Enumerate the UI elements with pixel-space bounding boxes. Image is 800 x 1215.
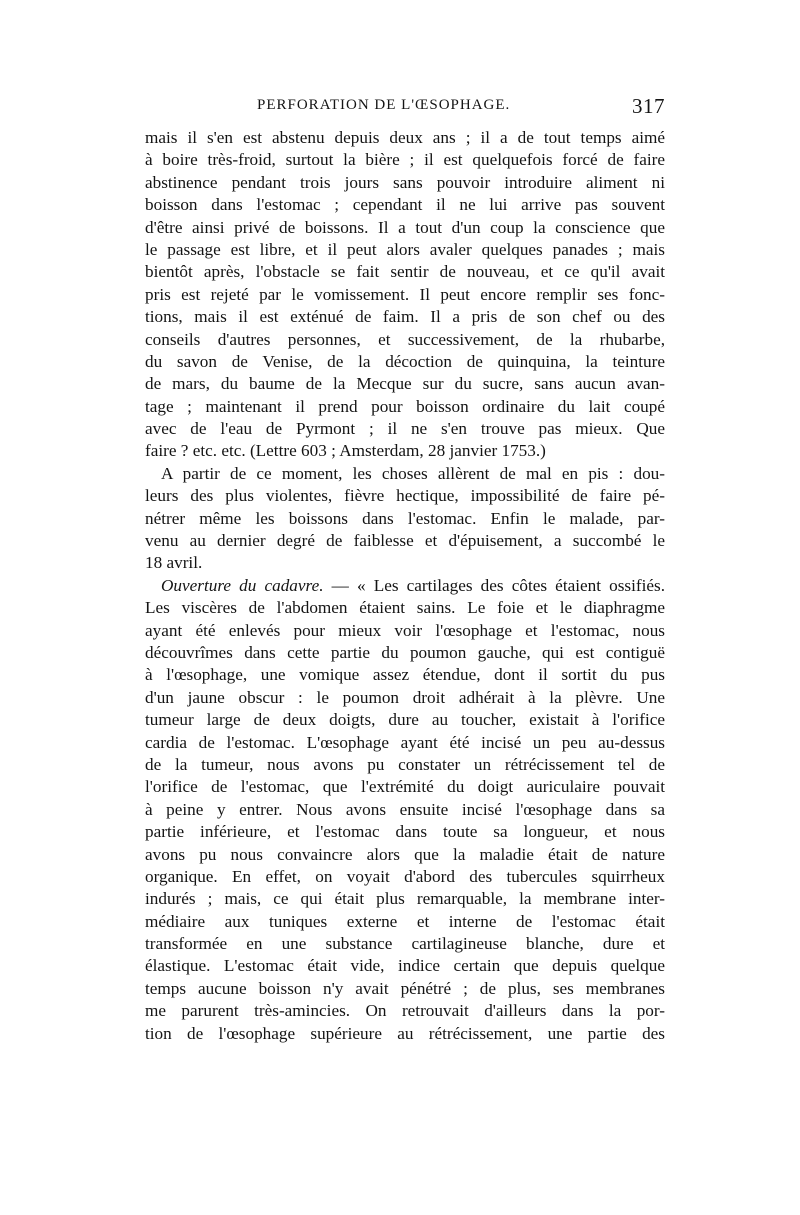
text-line: d'un jaune obscur : le poumon droit adhérait à la plèvre. Une — [145, 687, 665, 707]
text-line: Les viscères de l'abdomen étaient sains. Le foie et le diaphragme — [145, 598, 665, 618]
page-number: 317 — [632, 94, 665, 118]
text-line: de la tumeur, nous avons pu constater un rétrécissement tel de — [145, 754, 665, 774]
text-line: 18 avril. — [145, 553, 203, 573]
text-line: transformée en une substance cartilagineuse blanche, dure et — [145, 934, 665, 954]
text-line: boisson dans l'estomac ; cependant il ne lui arrive pas souvent — [145, 195, 665, 215]
text-line: venu au dernier degré de faiblesse et d'épuisement, a succombé le — [145, 531, 665, 551]
paragraph — [145, 463, 665, 575]
text-line: organique. En effet, on voyait d'abord des tubercules squirrheux — [145, 866, 665, 886]
text-line: découvrîmes dans cette partie du poumon gauche, qui est contiguë — [145, 642, 665, 662]
text-line: abstinence pendant trois jours sans pouvoir introduire aliment ni — [145, 172, 665, 192]
text-line: à l'œsophage, une vomique assez étendue, dont il sortit du pus — [145, 665, 665, 685]
text-line: mais il s'en est abstenu depuis deux ans ; il a de tout temps aimé — [145, 128, 665, 147]
text-line: l'orifice de l'estomac, que l'extrémité du doigt auriculaire pouvait — [145, 777, 665, 797]
page-header — [145, 94, 665, 121]
text-line: nétrer même les boissons dans l'estomac. Enfin le malade, par- — [145, 508, 665, 528]
text-line: avons pu nous convaincre alors que la maladie était de nature — [145, 844, 665, 864]
text-line: tage ; maintenant il prend pour boisson ordinaire du lait coupé — [145, 396, 665, 416]
text-line: tions, mais il est exténué de faim. Il a pris de son chef ou des — [145, 307, 665, 327]
text-line: cardia de l'estomac. L'œsophage ayant été incisé un peu au-dessus — [145, 732, 665, 752]
text-line: avec de l'eau de Pyrmont ; il ne s'en trouve pas mieux. Que — [145, 419, 665, 439]
text-line: me parurent très-amincies. On retrouvait d'ailleurs dans la por- — [145, 1001, 665, 1021]
text-line: conseils d'autres personnes, et successivement, de la rhubarbe, — [145, 329, 665, 349]
body-text — [145, 127, 665, 1045]
text-line: médiaire aux tuniques externe et interne de l'estomac était — [145, 911, 665, 931]
text-line: bientôt après, l'obstacle se fait sentir de nouveau, et ce qu'il avait — [145, 262, 665, 282]
text-line: temps aucune boisson n'y avait pénétré ; de plus, ses membranes — [145, 978, 665, 998]
running-title: PERFORATION DE L'ŒSOPHAGE. — [257, 97, 511, 113]
paragraph — [145, 575, 665, 1045]
text-line: A partir de ce moment, les choses allèrent de mal en pis : dou- — [161, 463, 665, 483]
text-line: partie inférieure, et l'estomac dans toute sa longueur, et nous — [145, 822, 665, 842]
text-line: de mars, du baume de la Mecque sur du sucre, sans aucun avan- — [145, 374, 665, 394]
text-line: d'être ainsi privé de boissons. Il a tout d'un coup la conscience que — [145, 217, 665, 237]
text-line: élastique. L'estomac était vide, indice certain que depuis quelque — [145, 956, 665, 976]
text-line: indurés ; mais, ce qui était plus remarquable, la membrane inter- — [145, 889, 665, 909]
text-line: à boire très-froid, surtout la bière ; il est quelquefois forcé de faire — [145, 150, 665, 170]
text-line: du savon de Venise, de la décoction de quinquina, la teinture — [145, 351, 665, 371]
text-line: tion de l'œsophage supérieure au rétrécissement, une partie des — [145, 1023, 665, 1043]
text-line: tumeur large de deux doigts, dure au toucher, existait à l'orifice — [145, 710, 665, 730]
text-line: à peine y entrer. Nous avons ensuite incisé l'œsophage dans sa — [145, 799, 665, 819]
text-line: pris est rejeté par le vomissement. Il peut encore remplir ses fonc- — [145, 284, 665, 304]
text-line: ayant été enlevés pour mieux voir l'œsophage et l'estomac, nous — [145, 620, 665, 640]
text-line: le passage est libre, et il peut alors avaler quelques panades ; mais — [145, 239, 665, 259]
text-line — [145, 575, 665, 597]
heading-continuation: — « Les cartilages des côtes étaient ossifiés. — [323, 575, 665, 595]
text-line: leurs des plus violentes, fièvre hectique, impossibilité de faire pé- — [145, 486, 665, 506]
paragraph — [145, 127, 665, 463]
section-heading: Ouverture du cadavre. — [161, 575, 324, 595]
text-line: faire ? etc. etc. (Lettre 603 ; Amsterdam, 28 janvier 1753.) — [145, 441, 546, 461]
